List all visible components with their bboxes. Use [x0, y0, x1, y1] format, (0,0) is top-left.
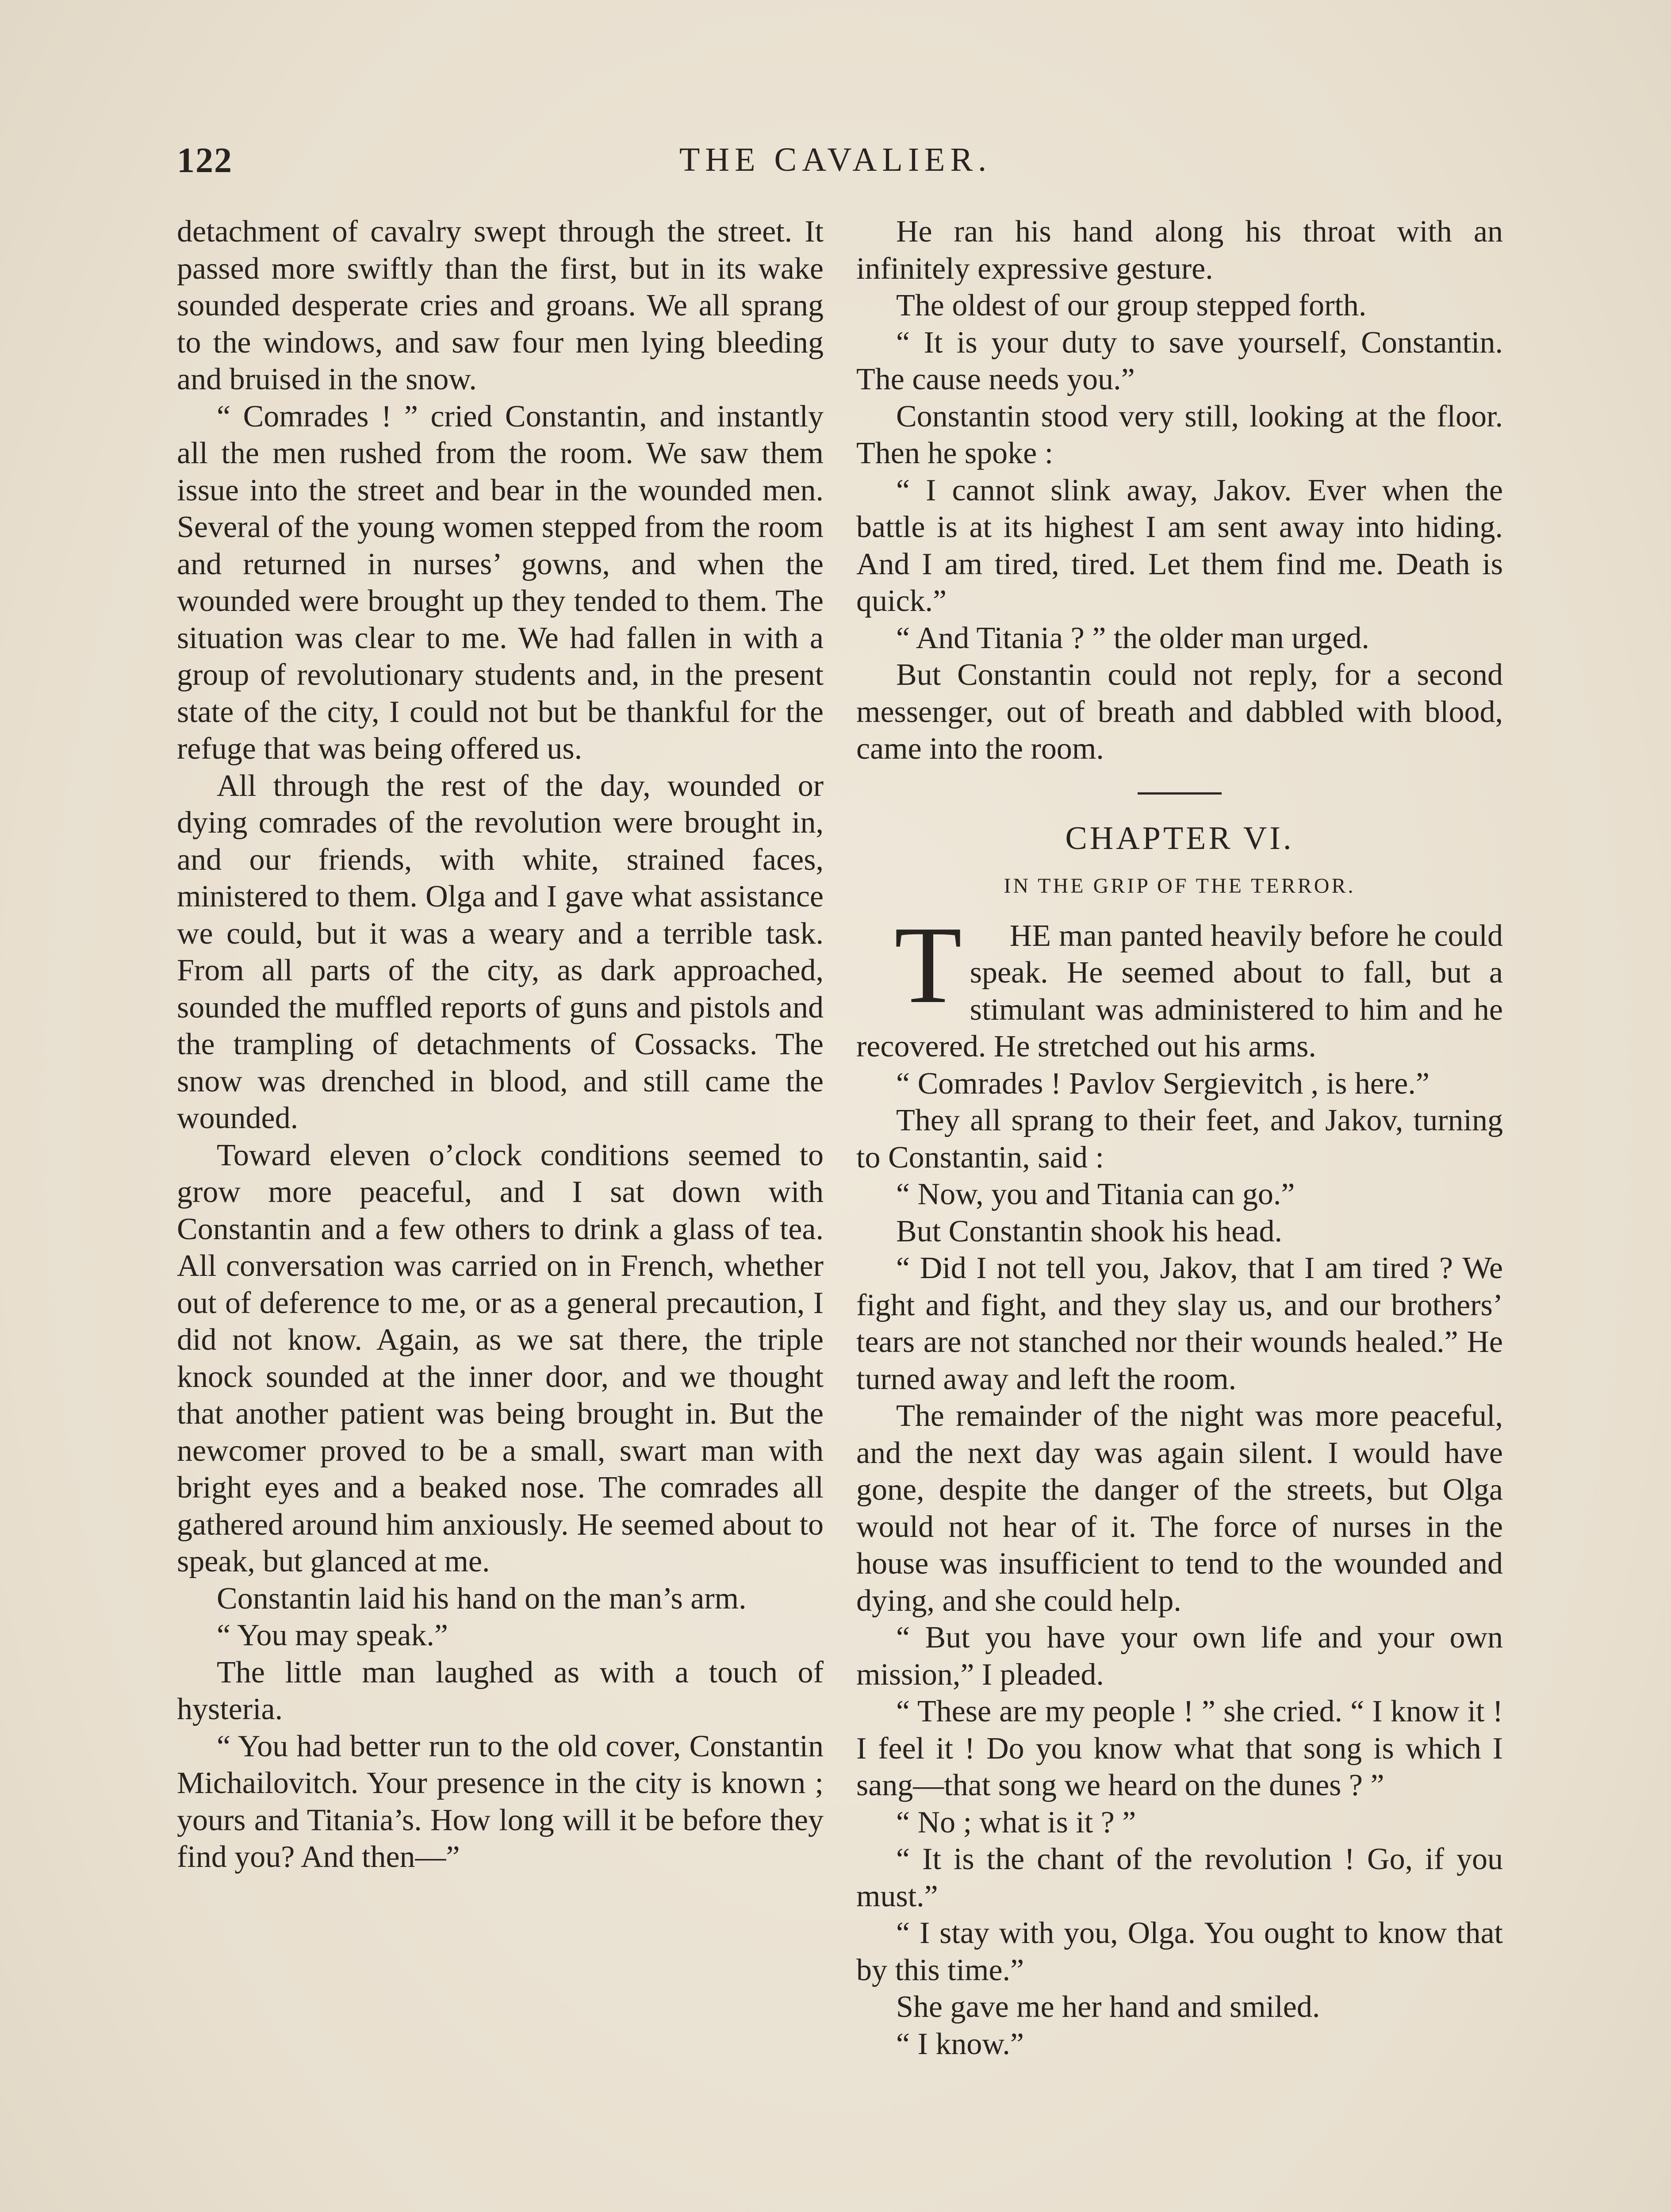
- page-number: 122: [177, 141, 233, 180]
- paragraph: detachment of cavalry swept through the street. It passed more swiftly than the first, but in its wake sounded desperate cries and groans. We all sprang to the windows, and saw four men lying bleeding and bruised in the snow.: [177, 215, 824, 396]
- paragraph: The oldest of our group stepped forth.: [896, 288, 1367, 323]
- chapter-opening-text: HE man panted heavily before he could speak. He seemed about to fall, but a stimulant was administered to him and he recovered. He stretched out his arms.: [856, 918, 1503, 1064]
- paragraph: “ And Titania ? ” the older man urged.: [896, 621, 1369, 655]
- paragraph: All through the rest of the day, wounded or dying comrades of the revolution were brought in, and our friends, with white, strained faces, ministered to them. Olga and I gave what assistance we could, but it was a weary and a terrible task. From all parts of the city, as dark approached, sounded the muffled reports of guns and pistols and the trampling of detachments of Cossacks. The snow was drenched in blood, and still came the wounded.: [177, 768, 824, 1135]
- chapter-opening-paragraph: [856, 903, 1503, 1065]
- paragraph: Toward eleven o’clock conditions seemed to grow more peaceful, and I sat down with Constantin and a few others to drink a glass of tea. All conversation was carried on in French, whether out of deference to me, or as a general precaution, I did not know. Again, as we sat there, the triple knock sounded at the inner door, and we thought that another patient was being brought in. But the newcomer proved to be a small, swart man with bright eyes and a beaked nose. The comrades all gathered around him anxiously. He seemed about to speak, but glanced at me.: [177, 1138, 824, 1578]
- paragraph: “ Comrades ! ” cried Constantin, and instantly all the men rushed from the room. We saw them issue into the street and bear in the wounded men. Several of the young women stepped from the room and returned in nurses’ gowns, and when the wounded were brought up they tended to them. The situation was clear to me. We had fallen in with a group of revolutionary students and, in the present state of the city, I could not but be thankful for the refuge that was being offered us.: [177, 399, 824, 766]
- paragraph: The remainder of the night was more peaceful, and the next day was again silent. I would have gone, despite the danger of the streets, but Olga would not hear of it. The force of nurses in the house was insufficient to tend to the wounded and dying, and she could help.: [856, 1399, 1503, 1618]
- paragraph: Constantin stood very still, looking at the floor. Then he spoke :: [856, 399, 1503, 470]
- paragraph: “ You had better run to the old cover, Constantin Michailovitch. Your presence in the city is known ; yours and Titania’s. How long will it be before they find you? And then—”: [177, 1729, 824, 1874]
- paragraph: “ You may speak.”: [217, 1618, 448, 1652]
- paragraph: But Constantin could not reply, for a second messenger, out of breath and dabbled with blood, came into the room.: [856, 658, 1503, 766]
- paragraph: “ I cannot slink away, Jakov. Ever when the battle is at its highest I am sent away into hiding. And I am tired, tired. Let them find me. Death is quick.”: [856, 473, 1503, 618]
- paragraph: “ These are my people ! ” she cried. “ I know it ! I feel it ! Do you know what that song is which I sang—that song we heard on the dunes ? ”: [856, 1694, 1503, 1802]
- paragraph: “ I stay with you, Olga. You ought to know that by this time.”: [856, 1916, 1503, 1987]
- paragraph: “ But you have your own life and your own mission,” I pleaded.: [856, 1621, 1503, 1692]
- paragraph: The little man laughed as with a touch of hysteria.: [177, 1655, 824, 1726]
- drop-cap: T: [894, 903, 962, 1026]
- chapter-title: CHAPTER VI.: [1065, 820, 1294, 856]
- running-title: THE CAVALIER.: [679, 141, 992, 178]
- paragraph: “ I know.”: [896, 2027, 1024, 2061]
- paragraph: Constantin laid his hand on the man’s arm.: [217, 1581, 747, 1616]
- paragraph: She gave me her hand and smiled.: [896, 1990, 1320, 2024]
- paragraph: “ It is your duty to save yourself, Constantin. The cause needs you.”: [856, 325, 1503, 396]
- left-column: [177, 213, 824, 1876]
- paragraph: “ It is the chant of the revolution ! Go, if you must.”: [856, 1842, 1503, 1913]
- page-header: [177, 141, 1494, 189]
- paragraph: He ran his hand along his throat with an infinitely expressive gesture.: [856, 215, 1503, 286]
- paragraph: “ Now, you and Titania can go.”: [896, 1177, 1295, 1211]
- chapter-subtitle: IN THE GRIP OF THE TERROR.: [1004, 874, 1356, 898]
- paragraph: “ No ; what is it ? ”: [896, 1805, 1136, 1839]
- paragraph: “ Comrades ! Pavlov Sergievitch , is here.”: [896, 1066, 1430, 1101]
- paragraph: “ Did I not tell you, Jakov, that I am tired ? We fight and fight, and they slay us, and our brothers’ tears are not stanched nor their wounds healed.” He turned away and left the room.: [856, 1251, 1503, 1396]
- right-column: [856, 213, 1503, 2062]
- paragraph: But Constantin shook his head.: [896, 1214, 1283, 1248]
- paragraph: They all sprang to their feet, and Jakov, turning to Constantin, said :: [856, 1103, 1503, 1175]
- section-divider: [1138, 792, 1222, 795]
